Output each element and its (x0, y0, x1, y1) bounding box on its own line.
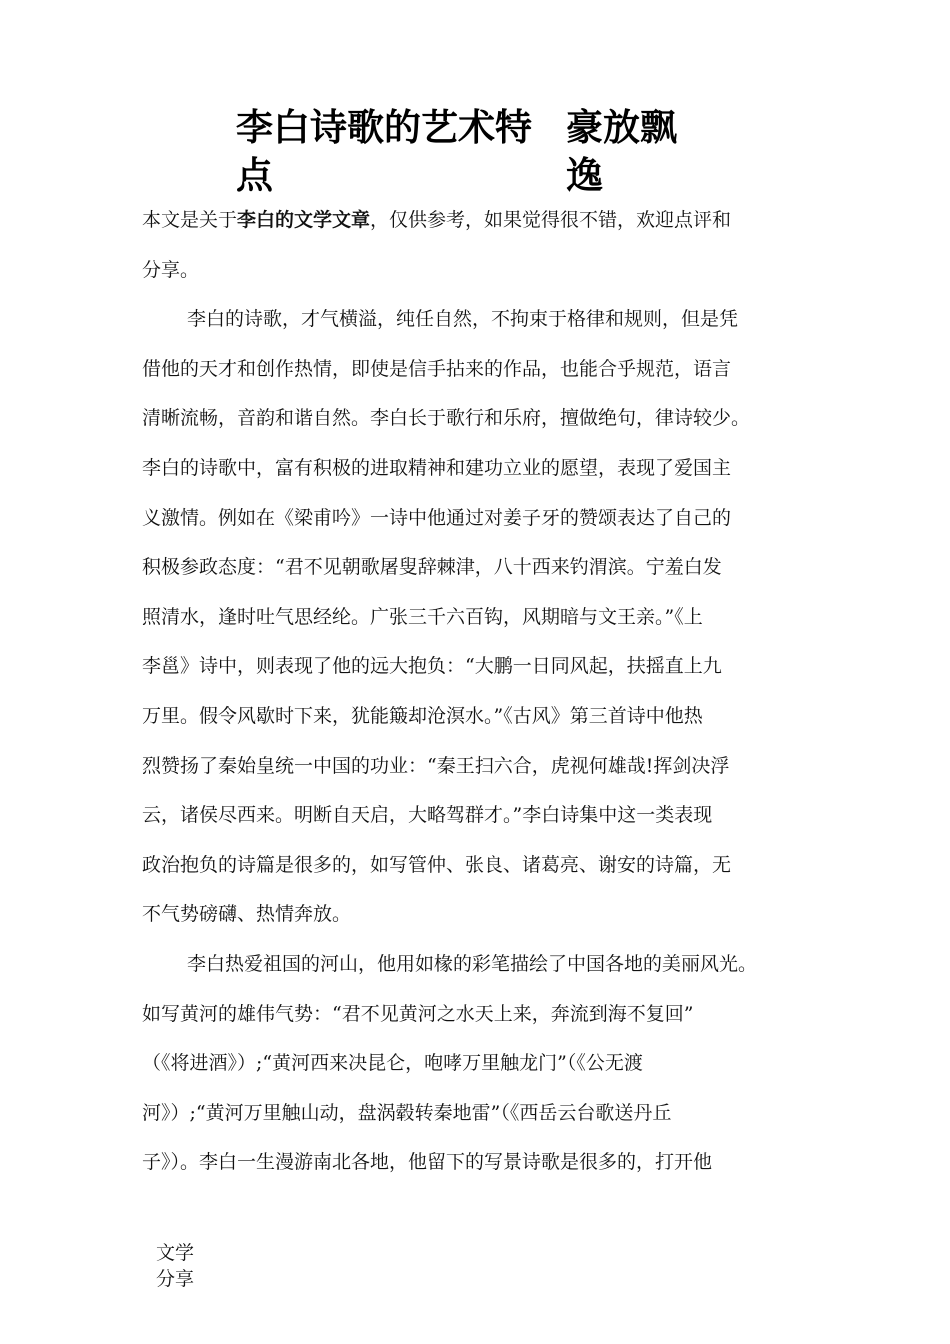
article-body (142, 196, 832, 1188)
text-line: 如写黄河的雄伟气势：“君不见黄河之水天上来，奔流到海不复回” (142, 1002, 694, 1025)
text-line: 积极参政态度：“君不见朝歌屠叟辞棘津，八十西来钓渭滨。宁羞白发 (142, 556, 722, 579)
intro-bold-link: 李白的文学文章 (237, 209, 371, 231)
intro-line (142, 196, 832, 246)
title-line-left: 李白诗歌的艺术特 点 (236, 106, 532, 197)
text-line: 借他的天才和创作热情，即使是信手拈来的作品，也能合乎规范，语言 (142, 357, 732, 380)
title-line-right: 豪放飘 逸 (566, 106, 677, 197)
text-line: 烈赞扬了秦始皇统一中国的功业：“秦王扫六合，虎视何雄哉!挥剑决浮 (142, 754, 730, 777)
text-line: 不气势磅礴、热情奔放。 (142, 903, 352, 926)
text-line: 义激情。例如在《梁甫吟》一诗中他通过对姜子牙的赞颂表达了自己的 (142, 506, 732, 529)
text-line: 子》）。李白一生漫游南北各地，他留下的写景诗歌是很多的，打开他 (142, 1151, 713, 1174)
paragraph-1 (142, 295, 832, 940)
footer-label: 文学 分享 (156, 1242, 195, 1290)
text-line: 照清水，逢时吐气思经纶。广张三千六百钩，风期暗与文王亲。”《上 (142, 605, 703, 628)
text-line: 云，诸侯尽西来。明断自天启，大略驾群才。”李白诗集中这一类表现 (142, 804, 713, 827)
text-line: 清晰流畅，音韵和谐自然。李白长于歌行和乐府，擅做绝句，律诗较少。 (142, 407, 751, 430)
text-line: 李邕》诗中，则表现了他的远大抱负：“大鹏一日同风起，扶摇直上九 (142, 655, 722, 678)
intro-line-2: 分享。 (142, 258, 200, 281)
text-line: 河》）;“黄河万里触山动，盘涡毂转秦地雷”（《西岳云台歌送丹丘 (142, 1101, 672, 1124)
text-line: 李白的诗歌，才气横溢，纯任自然，不拘束于格律和规则，但是凭 (187, 308, 739, 331)
text-line: 李白热爱祖国的河山，他用如椽的彩笔描绘了中国各地的美丽风光。 (187, 952, 758, 975)
text-line: 李白的诗歌中，富有积极的进取精神和建功立业的愿望，表现了爱国主 (142, 456, 732, 479)
intro-pre: 本文是关于 (142, 209, 238, 231)
paragraph-2 (142, 940, 832, 1188)
intro-post: ，仅供参考，如果觉得很不错，欢迎点评和 (370, 209, 732, 231)
text-line: 政治抱负的诗篇是很多的，如写管仲、张良、诸葛亮、谢安的诗篇，无 (142, 853, 732, 876)
text-line: （《将进酒》）;“黄河西来决昆仑，咆哮万里触龙门”（《公无渡 (142, 1052, 643, 1075)
text-line: 万里。假令风歇时下来，犹能簸却沧溟水。”《古风》第三首诗中他热 (142, 704, 703, 727)
